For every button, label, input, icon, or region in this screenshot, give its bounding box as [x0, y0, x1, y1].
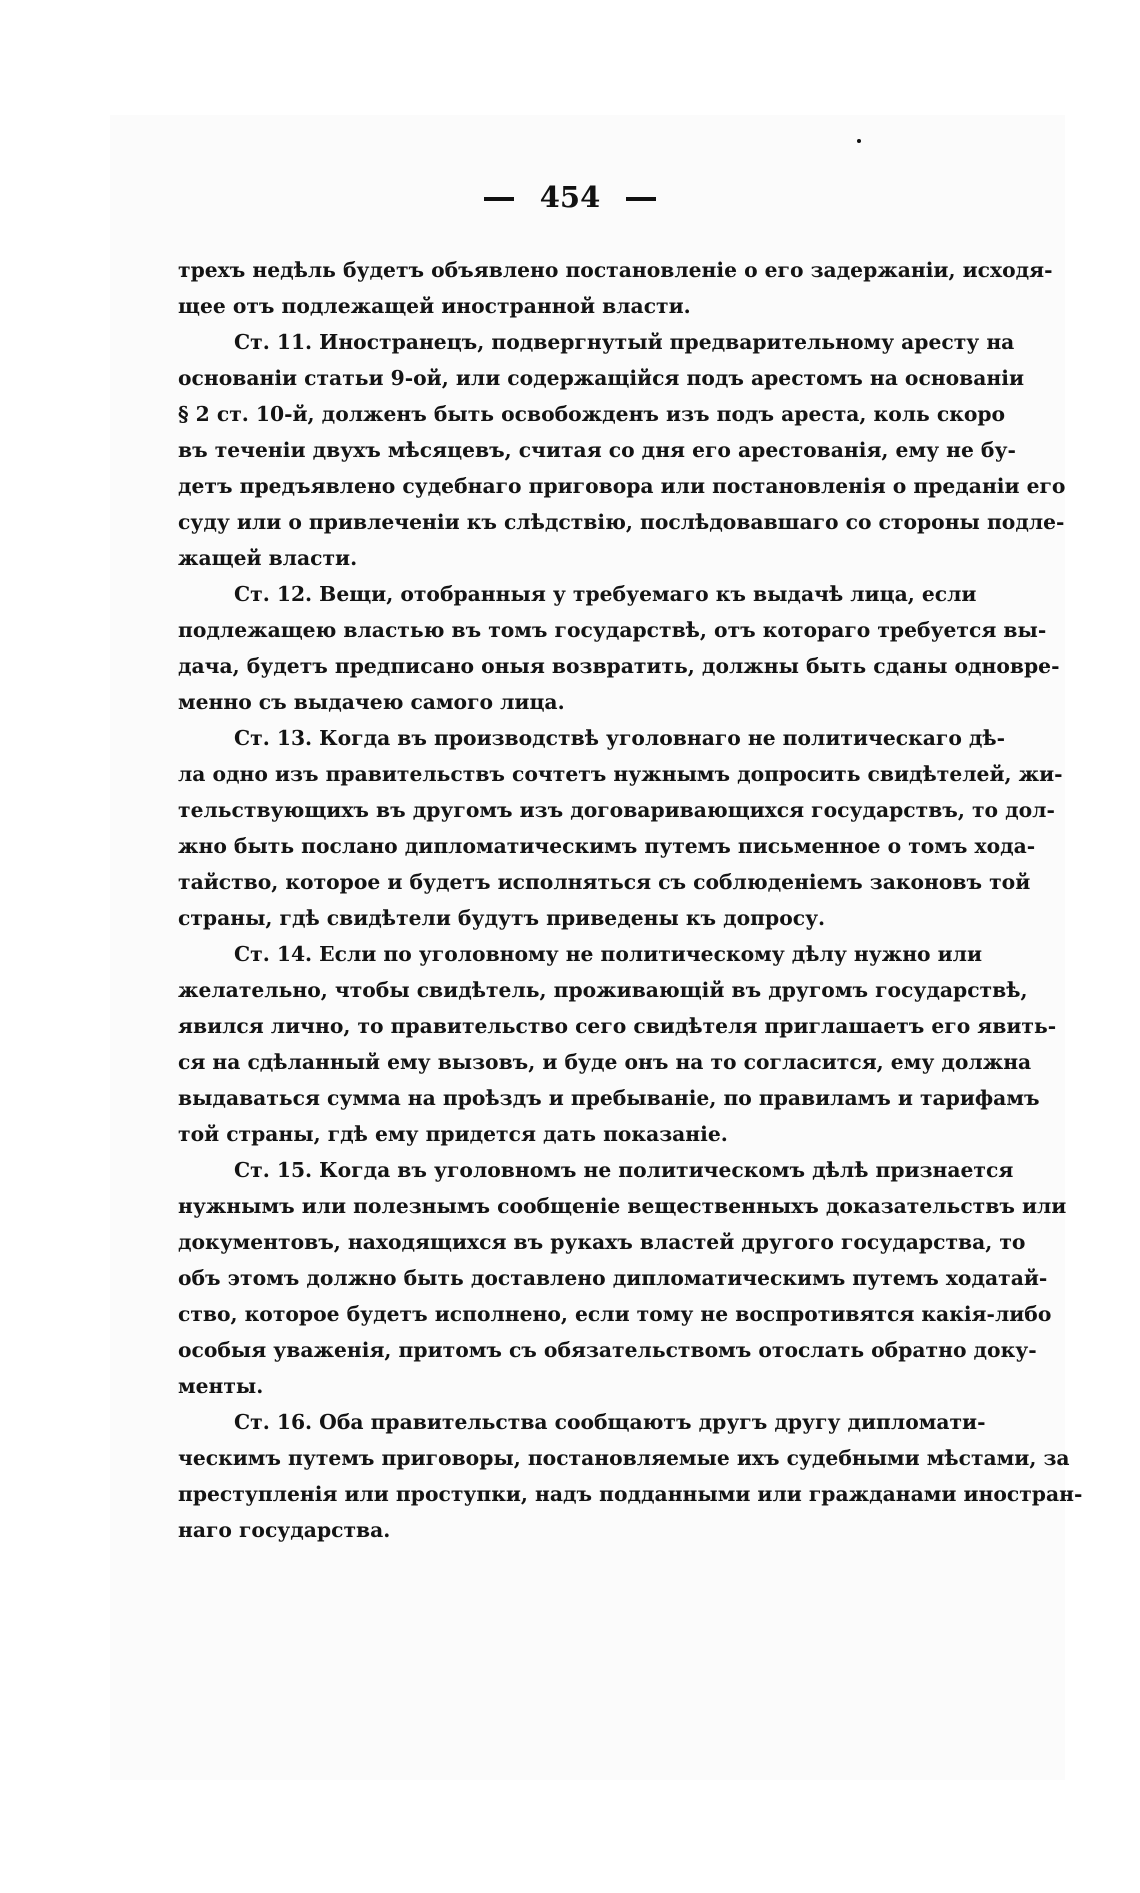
text-line: преступленія или проступки, надъ подданными или гражданами иностран-: [178, 1482, 1083, 1506]
text-line: трехъ недѣль будетъ объявлено постановленіе о его задержаніи, исходя-: [178, 258, 1053, 282]
text-line: § 2 ст. 10-й, долженъ быть освобожденъ изъ подъ ареста, коль скоро: [178, 402, 1006, 426]
article-11-first-line: Ст. 11. Иностранецъ, подвергнутый предварительному аресту на: [234, 330, 1015, 354]
text-line: явился лично, то правительство сего свидѣтеля приглашаетъ его явить-: [178, 1014, 1057, 1038]
body-text: [178, 252, 1083, 1548]
article-12-first-line: Ст. 12. Вещи, отобранныя у требуемаго къ выдачѣ лица, если: [234, 582, 977, 606]
page-header: [0, 180, 1140, 214]
text-line: ческимъ путемъ приговоры, постановляемые ихъ судебными мѣстами, за: [178, 1446, 1070, 1470]
article-13-first-line: Ст. 13. Когда въ производствѣ уголовнаго не политическаго дѣ-: [234, 726, 1006, 750]
text-line: основаніи статьи 9-ой, или содержащійся подъ арестомъ на основаніи: [178, 366, 1025, 390]
text-line: жащей власти.: [178, 546, 358, 570]
text-line: наго государства.: [178, 1518, 391, 1542]
text-line: той страны, гдѣ ему придется дать показаніе.: [178, 1122, 728, 1146]
text-line: жно быть послано дипломатическимъ путемъ письменное о томъ хода-: [178, 834, 1036, 858]
article-16-first-line: Ст. 16. Оба правительства сообщаютъ другъ другу дипломати-: [234, 1410, 986, 1434]
text-line: объ этомъ должно быть доставлено дипломатическимъ путемъ ходатай-: [178, 1266, 1048, 1290]
text-line: дача, будетъ предписано оныя возвратить, должны быть сданы одновре-: [178, 654, 1060, 678]
text-line: щее отъ подлежащей иностранной власти.: [178, 294, 691, 318]
text-line: желательно, чтобы свидѣтель, проживающій въ другомъ государствѣ,: [178, 978, 1028, 1002]
text-line: менты.: [178, 1374, 264, 1398]
article-15-first-line: Ст. 15. Когда въ уголовномъ не политическомъ дѣлѣ признается: [234, 1158, 1014, 1182]
header-dash-left: [484, 197, 514, 201]
text-line: тайство, которое и будетъ исполняться съ соблюденіемъ законовъ той: [178, 870, 1031, 894]
text-line: выдаваться сумма на проѣздъ и пребываніе, по правиламъ и тарифамъ: [178, 1086, 1040, 1110]
text-line: страны, гдѣ свидѣтели будутъ приведены къ допросу.: [178, 906, 826, 930]
header-dash-right: [626, 197, 656, 201]
ink-speck: [857, 139, 861, 143]
text-line: документовъ, находящихся въ рукахъ властей другого государства, то: [178, 1230, 1026, 1254]
text-line: детъ предъявлено судебнаго приговора или постановленія о преданіи его: [178, 474, 1066, 498]
text-line: ство, которое будетъ исполнено, если тому не воспротивятся какія-либо: [178, 1302, 1052, 1326]
page-number: 454: [539, 180, 601, 214]
text-line: ся на сдѣланный ему вызовъ, и буде онъ на то согласится, ему должна: [178, 1050, 1032, 1074]
text-line: подлежащею властью въ томъ государствѣ, отъ котораго требуется вы-: [178, 618, 1047, 642]
article-14-first-line: Ст. 14. Если по уголовному не политическому дѣлу нужно или: [234, 942, 983, 966]
text-line: нужнымъ или полезнымъ сообщеніе вещественныхъ доказательствъ или: [178, 1194, 1067, 1218]
text-line: менно съ выдачею самого лица.: [178, 690, 565, 714]
text-line: тельствующихъ въ другомъ изъ договаривающихся государствъ, то дол-: [178, 798, 1055, 822]
text-line: суду или о привлеченіи къ слѣдствію, послѣдовавшаго со стороны подле-: [178, 510, 1065, 534]
text-line: особыя уваженія, притомъ съ обязательствомъ отослать обратно доку-: [178, 1338, 1037, 1362]
text-line: ла одно изъ правительствъ сочтетъ нужнымъ допросить свидѣтелей, жи-: [178, 762, 1063, 786]
text-line: въ теченіи двухъ мѣсяцевъ, считая со дня его арестованія, ему не бу-: [178, 438, 1016, 462]
